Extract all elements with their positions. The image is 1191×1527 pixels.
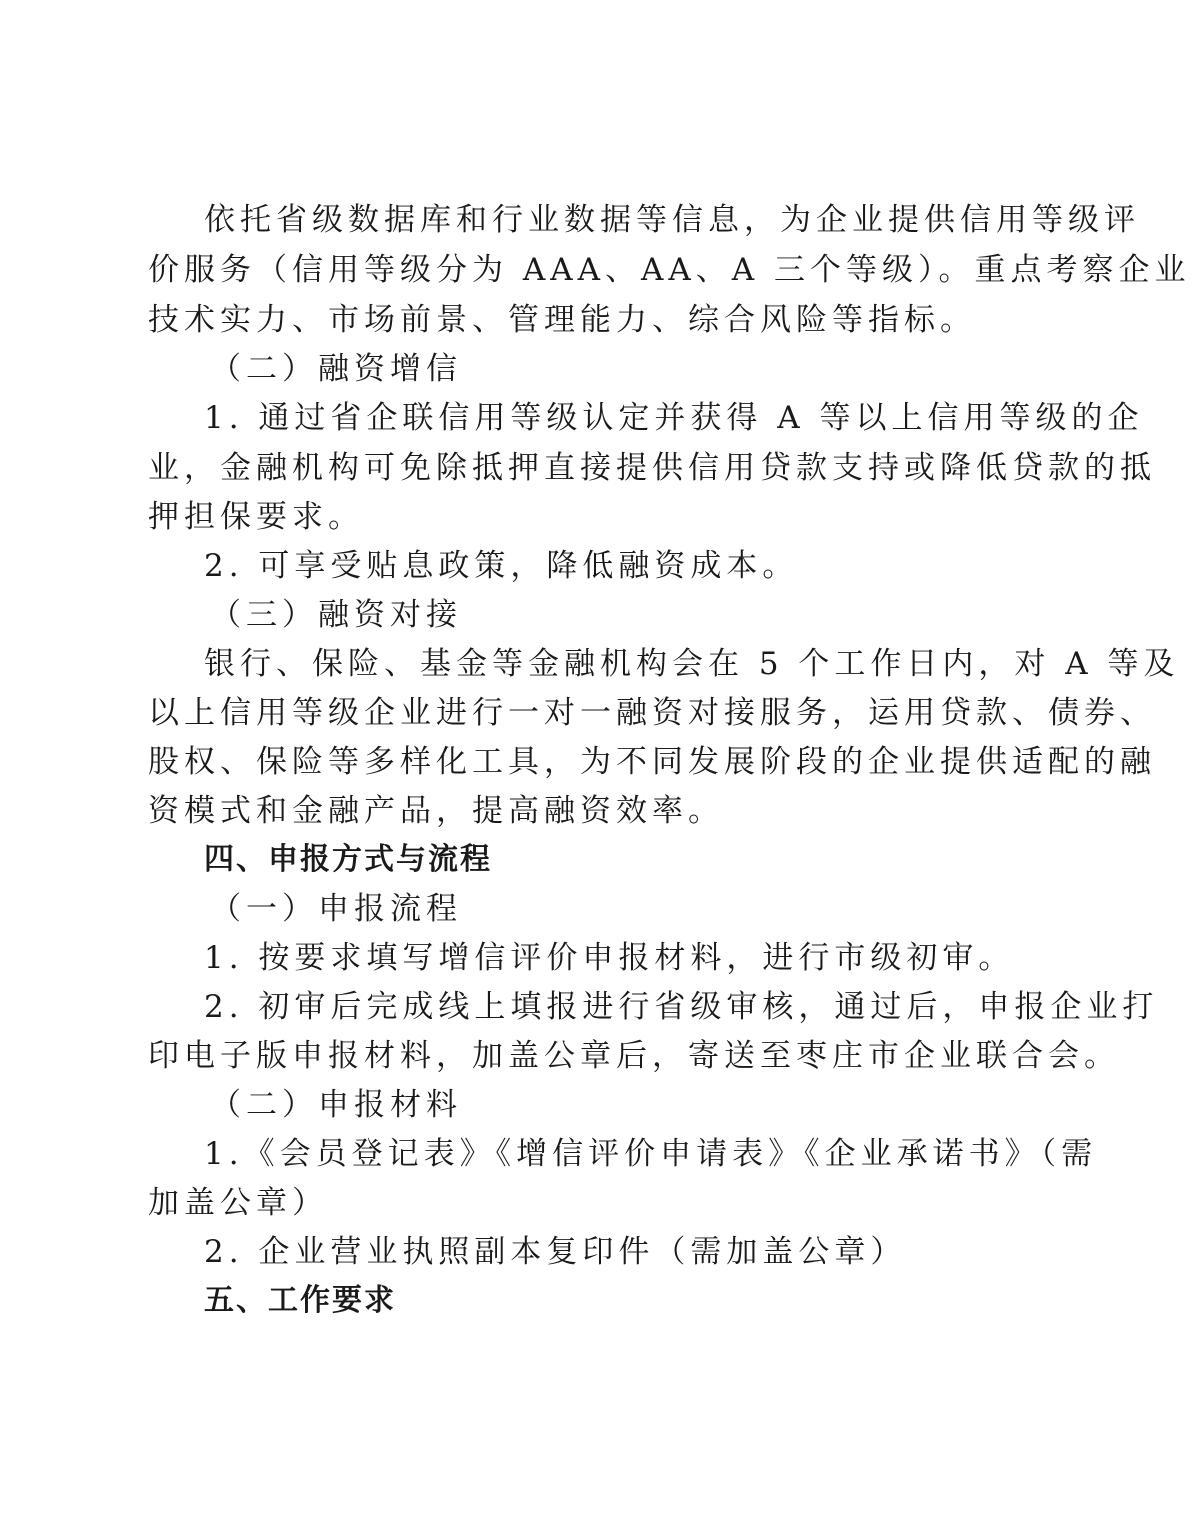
paragraph-line: 技术实力、市场前景、管理能力、综合风险等指标。 (148, 302, 976, 338)
paragraph-line: 1.《会员登记表》《增信评价申请表》《企业承诺书》（需 (204, 1136, 1098, 1172)
paragraph-line: 以上信用等级企业进行一对一融资对接服务，运用贷款、债券、 (148, 695, 1156, 731)
paragraph-line: 2. 可享受贴息政策，降低融资成本。 (204, 548, 799, 584)
sub-heading: （一）申报流程 (210, 891, 462, 927)
paragraph-line: 资模式和金融产品，提高融资效率。 (148, 793, 724, 829)
paragraph-line: 价服务（信用等级分为 AAA、AA、A 三个等级）。重点考察企业 (148, 252, 1191, 288)
paragraph-line: 2. 企业营业执照副本复印件（需加盖公章） (204, 1234, 907, 1270)
paragraph-line: 2. 初审后完成线上填报进行省级审核，通过后，申报企业打 (204, 989, 1159, 1025)
paragraph-line: 押担保要求。 (148, 499, 364, 535)
section-heading: 五、工作要求 (204, 1283, 396, 1318)
paragraph-line: 业，金融机构可免除抵押直接提供信用贷款支持或降低贷款的抵 (148, 450, 1156, 486)
paragraph-line: 银行、保险、基金等金融机构会在 5 个工作日内，对 A 等及 (204, 646, 1180, 682)
sub-heading: （三）融资对接 (210, 597, 462, 633)
paragraph-line: 依托省级数据库和行业数据等信息，为企业提供信用等级评 (204, 202, 1140, 238)
paragraph-line: 股权、保险等多样化工具，为不同发展阶段的企业提供适配的融 (148, 744, 1156, 780)
paragraph-line: 1. 通过省企联信用等级认定并获得 A 等以上信用等级的企 (204, 400, 1144, 436)
paragraph-line: 1. 按要求填写增信评价申报材料，进行市级初审。 (204, 940, 1015, 976)
paragraph-line: 加盖公章） (148, 1185, 328, 1221)
paragraph-line: 印电子版申报材料，加盖公章后，寄送至枣庄市企业联合会。 (148, 1038, 1120, 1074)
section-heading: 四、申报方式与流程 (204, 842, 492, 877)
sub-heading: （二）申报材料 (210, 1087, 462, 1123)
sub-heading: （二）融资增信 (210, 351, 462, 387)
